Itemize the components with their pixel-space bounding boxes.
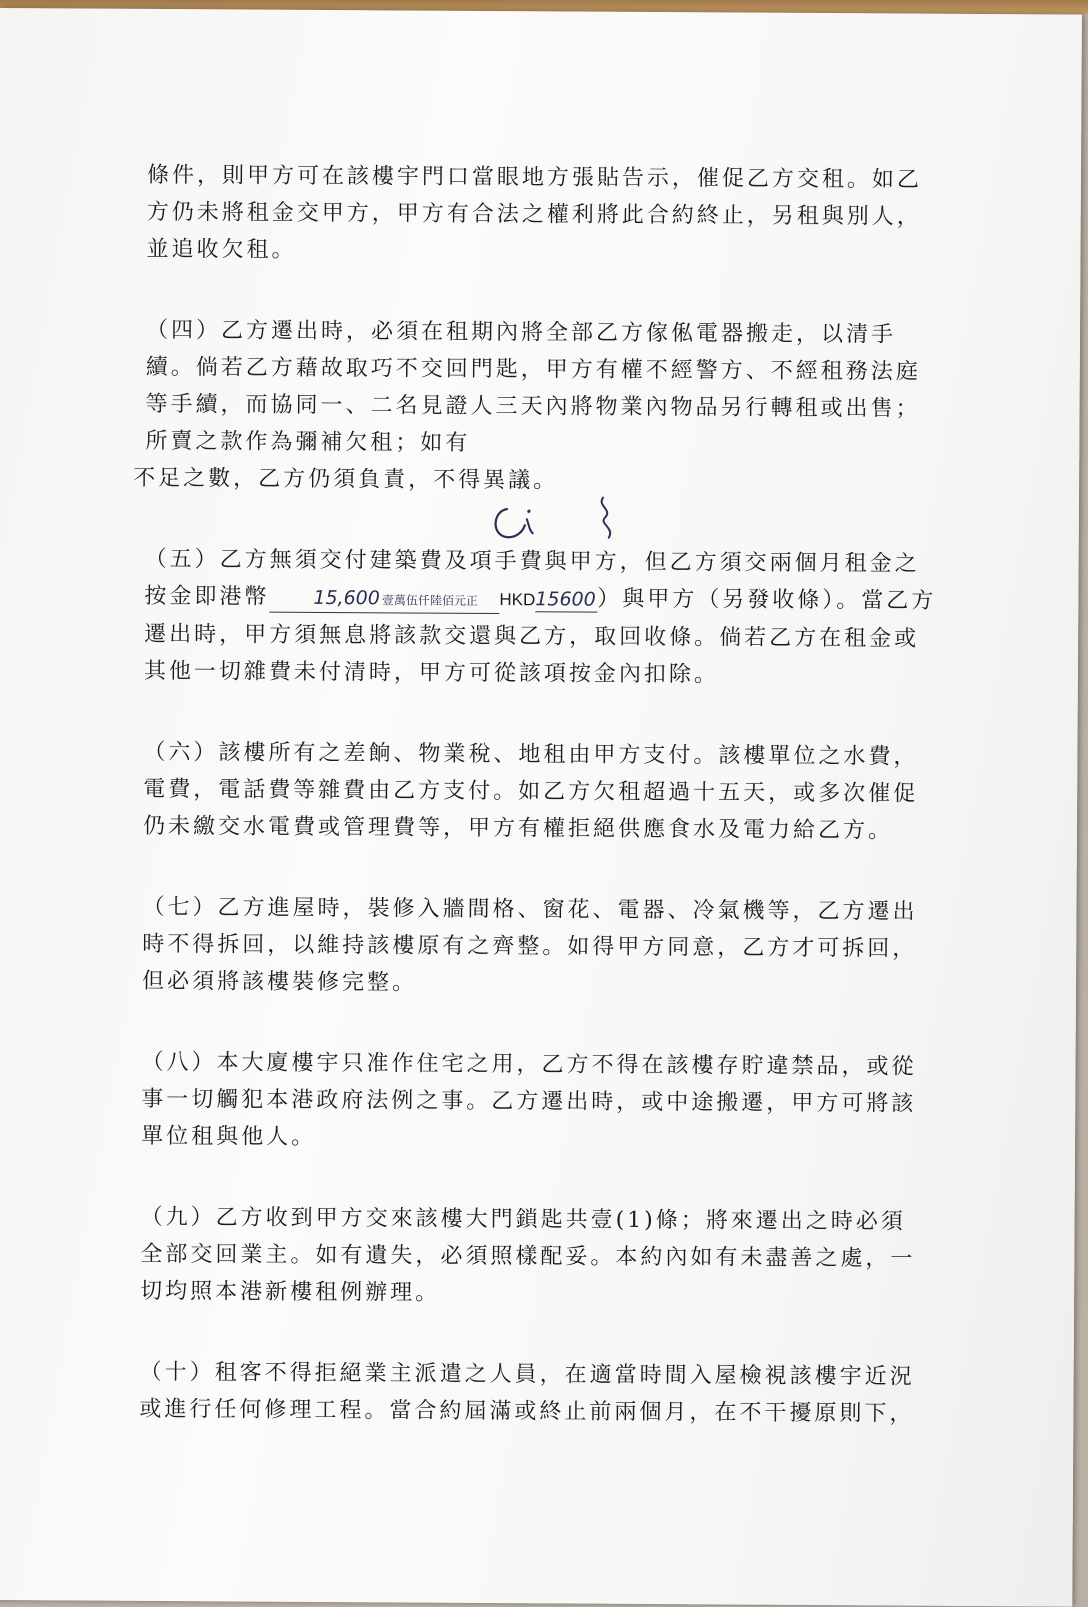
- text-line: （五）乙方無須交付建築費及項手費與甲方，但乙方須交兩個月租金之: [144, 546, 920, 577]
- deposit-line: [144, 578, 944, 621]
- text-line: （十）租客不得拒絕業主派遣之人員，在適當時間入屋檢視該樓宇近況: [139, 1359, 915, 1390]
- text-line: 方仍未將租金交甲方，甲方有合法之權利將此合約終止，另租與別人，: [146, 199, 922, 230]
- document-body: [133, 157, 947, 1477]
- clause-8: [141, 1044, 942, 1160]
- text-line: （六）該樓所有之差餉、物業稅、地租由甲方支付。該樓單位之水費，: [143, 739, 919, 770]
- deposit-prefix: 按金即港幣: [144, 583, 270, 610]
- text-line: 所賣之款作為彌補欠租；如有: [145, 428, 471, 456]
- hkd-amount-field: [535, 587, 597, 612]
- text-line: （七）乙方進屋時，裝修入牆間格、窗花、電器、冷氣機等，乙方遷出: [142, 894, 918, 925]
- text-line: 條件，則甲方可在該樓宇門口當眼地方張貼告示，催促乙方交租。如乙: [146, 162, 923, 193]
- document-page: [0, 8, 1082, 1607]
- clause-7: [142, 889, 943, 1005]
- clause-4: [133, 312, 946, 502]
- clause-5: [144, 541, 945, 695]
- text-line: 但必須將該樓裝修完整。: [141, 968, 418, 996]
- hkd-label: HKD: [499, 590, 536, 610]
- text-line: （八）本大廈樓宇只准作住宅之用，乙方不得在該樓存貯違禁品，或從: [141, 1049, 917, 1080]
- text-line: 續。倘若乙方藉故取巧不交回門匙，甲方有權不經警方、不經租務法庭: [145, 354, 921, 385]
- text-line: 並追收欠租。: [146, 236, 297, 263]
- text-line: 切均照本港新樓租例辦理。: [140, 1278, 441, 1306]
- text-line: 電費，電話費等雜費由乙方支付。如乙方欠租超過十五天，或多次催促: [143, 776, 919, 807]
- text-line: 時不得拆回，以維持該樓原有之齊整。如得甲方同意，乙方才可拆回，: [142, 931, 918, 962]
- text-line: 仍未繳交水電費或管理費等，甲方有權拒絕供應食水及電力給乙方。: [142, 813, 894, 844]
- handwritten-deposit-amount: 15,600: [313, 586, 380, 610]
- text-line: 或進行任何修理工程。當合約屆滿或終止前兩個月，在不干擾原則下，: [139, 1396, 915, 1427]
- text-line: 其他一切雜費未付清時，甲方可從該項按金內扣除。: [143, 658, 720, 688]
- text-line: （四）乙方遷出時，必須在租期內將全部乙方傢俬電器搬走，以清手: [145, 317, 897, 348]
- clause-6: [143, 734, 944, 850]
- text-line: 單位租與他人。: [141, 1123, 317, 1150]
- deposit-amount-field: [269, 586, 499, 614]
- text-line: 不足之數，乙方仍須負責，不得異議。: [133, 465, 559, 494]
- text-line: （九）乙方收到甲方交來該樓大門鎖匙共壹(1)條；將來遷出之時必須: [140, 1204, 906, 1235]
- clause-9: [140, 1199, 941, 1315]
- deposit-amount-words: 壹萬伍仟陸佰元正: [381, 593, 478, 608]
- text-line: 等手續，而協同一、二名見證人三天內將物業內物品另行轉租或出售；: [145, 391, 921, 422]
- text-line: 事一切觸犯本港政府法例之事。乙方遷出時，或中途搬遷，甲方可將該: [141, 1086, 917, 1117]
- handwritten-signature: [485, 491, 635, 552]
- deposit-suffix: ）與甲方（另發收條）。當乙方: [597, 586, 937, 614]
- text-line: 全部交回業主。如有遺失，必須照樣配妥。本約內如有未盡善之處，一: [140, 1241, 916, 1272]
- handwritten-hkd-amount: 15600: [535, 588, 596, 611]
- clause-3-continuation: [146, 157, 947, 273]
- clause-10: [139, 1354, 939, 1433]
- text-line: 遷出時，甲方須無息將該款交還與乙方，取回收條。倘若乙方在租金或: [144, 621, 920, 652]
